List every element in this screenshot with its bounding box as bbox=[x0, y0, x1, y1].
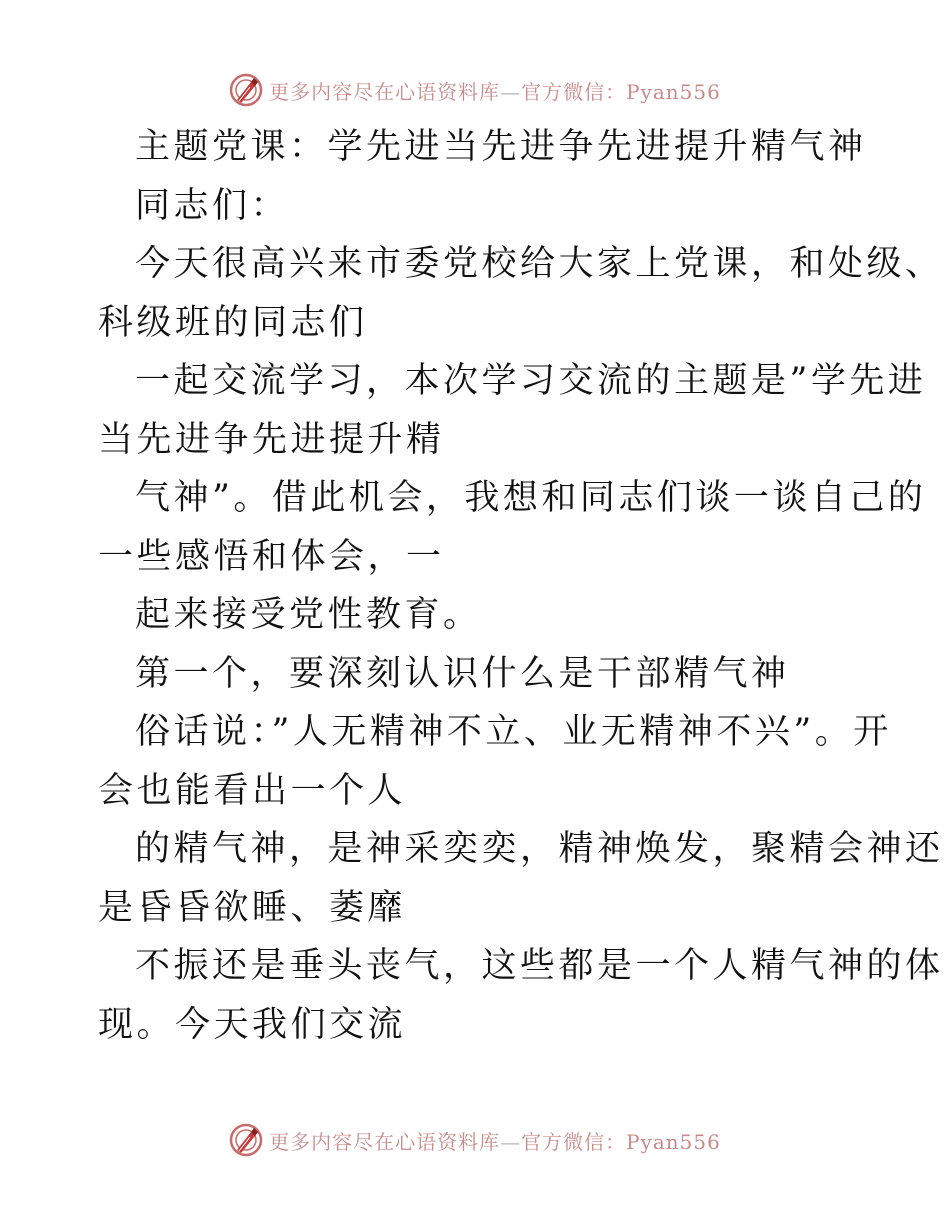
footer-watermark bbox=[0, 1120, 950, 1160]
header-watermark bbox=[0, 70, 950, 110]
paragraph-line: 现。今天我们交流 bbox=[98, 1004, 407, 1045]
document-title: 主题党课：学先进当先进争先进提升精气神 bbox=[135, 127, 867, 167]
section-heading: 第一个，要深刻认识什么是干部精气神 bbox=[135, 653, 790, 694]
paragraph-line: 会也能看出一个人 bbox=[98, 770, 407, 811]
paragraph-line: 一起交流学习，本次学习交流的主题是”学先进 bbox=[135, 361, 927, 401]
paragraph-line: 的精气神，是神采奕奕，精神焕发，聚精会神还 bbox=[135, 829, 944, 869]
watermark-text: 更多内容尽在心语资料库—官方微信：Pyan556 bbox=[269, 1129, 721, 1154]
salutation: 同志们： bbox=[135, 185, 290, 226]
fountain-pen-logo-icon bbox=[229, 1123, 263, 1157]
fountain-pen-logo-icon bbox=[229, 73, 263, 107]
paragraph-line: 起来接受党性教育。 bbox=[135, 595, 482, 635]
paragraph-line: 科级班的同志们 bbox=[98, 302, 368, 343]
paragraph-line: 气神”。借此机会，我想和同志们谈一谈自己的 bbox=[135, 478, 927, 518]
paragraph-line: 当先进争先进提升精 bbox=[98, 419, 445, 460]
document-body bbox=[98, 118, 944, 1054]
paragraph-line: 不振还是垂头丧气，这些都是一个人精气神的体 bbox=[135, 946, 944, 986]
paragraph-line: 是昏昏欲睡、萎靡 bbox=[98, 887, 407, 928]
watermark-text: 更多内容尽在心语资料库—官方微信：Pyan556 bbox=[269, 79, 721, 104]
paragraph-line: 今天很高兴来市委党校给大家上党课，和处级、 bbox=[135, 244, 944, 284]
paragraph-line: 一些感悟和体会，一 bbox=[98, 536, 445, 577]
paragraph-line: 俗话说：”人无精神不立、业无精神不兴”。开 bbox=[135, 712, 892, 752]
